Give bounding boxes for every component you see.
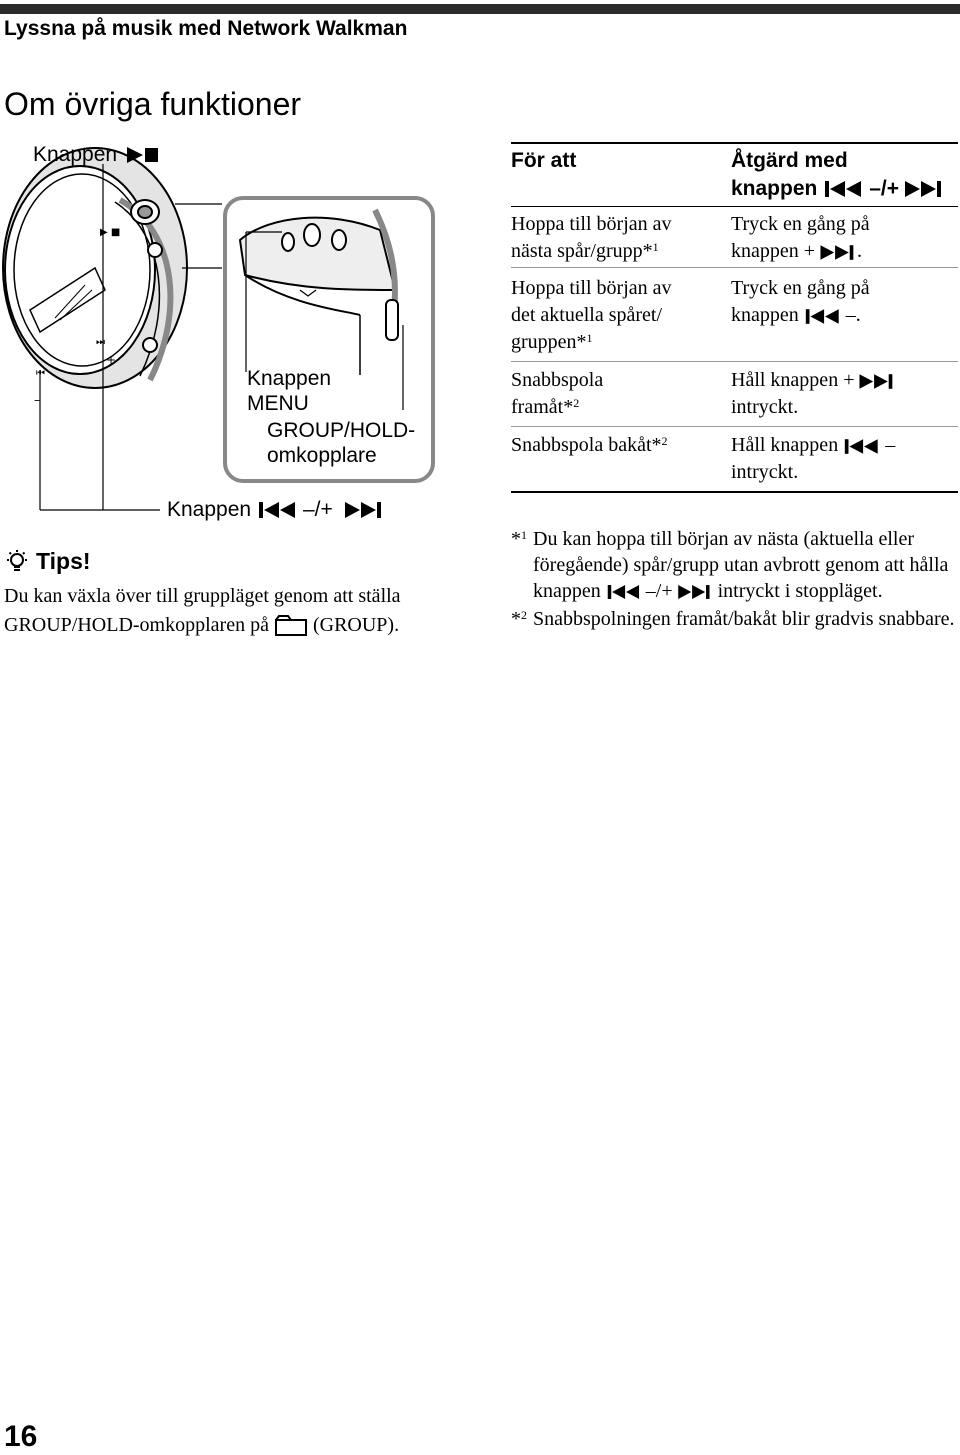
plus-sign: +	[106, 353, 117, 367]
minus-sign: –	[34, 393, 40, 407]
folder-icon	[274, 615, 308, 637]
tips-heading: Tips!	[4, 548, 91, 575]
row-divider	[511, 361, 958, 362]
table-cell-method: Håll knappen – intryckt.	[731, 434, 896, 483]
footnote-1: *$^1$ Du kan hoppa till början av nästa (aktuella eller föregående) spår/grupp utan avbrott genom att hålla knappen –/+ intryckt i stoppläget.	[511, 528, 949, 602]
svg-text:⏮: ⏮	[36, 368, 45, 379]
group-hold-switch-label: GROUP/HOLD- omkopplare	[267, 419, 416, 467]
lightbulb-icon	[4, 549, 30, 575]
next-track-icon	[673, 584, 713, 600]
device-illustration	[0, 140, 480, 540]
column-header-method: Åtgärd med knappen –/+	[731, 147, 945, 203]
next-track-icon	[339, 501, 385, 519]
table-cell-method: Tryck en gång på knappen + .	[731, 213, 870, 262]
page-number: 16	[4, 1420, 38, 1453]
row-divider	[511, 426, 958, 427]
table-row: Hoppa till början av nästa spår/grupp*$^1$	[511, 213, 672, 262]
next-track-icon	[854, 373, 896, 390]
page-heading: Om övriga funktioner	[4, 86, 302, 122]
table-header-rule	[511, 206, 958, 207]
previous-track-icon	[823, 180, 869, 198]
svg-text:⏭: ⏭	[96, 337, 105, 348]
table-cell-method: Håll knappen + intryckt.	[731, 367, 896, 421]
previous-track-icon	[257, 501, 303, 519]
next-track-icon	[899, 180, 945, 198]
svg-text:▶ ■: ▶ ■	[100, 227, 121, 238]
previous-track-icon	[843, 438, 885, 455]
table-row: Snabbspola bakåt*$^2$	[511, 434, 668, 456]
play-stop-icon	[123, 146, 175, 164]
next-track-icon	[815, 244, 857, 261]
row-divider	[511, 267, 958, 268]
table-top-rule	[511, 142, 958, 144]
skip-button-label: Knappen –/+	[167, 497, 385, 522]
table-bottom-rule	[511, 491, 958, 493]
footnotes	[511, 526, 959, 632]
function-table	[511, 142, 958, 494]
play-stop-button-label: Knappen	[33, 142, 175, 167]
column-header-action: För att	[511, 149, 577, 172]
menu-button-label: Knappen MENU	[247, 367, 332, 415]
table-row: Snabbspola framåt*$^2$	[511, 369, 604, 418]
table-cell-method: Tryck en gång på knappen –.	[731, 277, 870, 326]
top-rule	[0, 4, 960, 14]
previous-track-icon	[804, 308, 846, 325]
table-row: Hoppa till början av det aktuella spåret/ gruppen*$^1$	[511, 277, 672, 353]
section-title: Lyssna på musik med Network Walkman	[4, 17, 408, 40]
footnote-2: *$^2$ Snabbspolningen framåt/bakåt blir gradvis snabbare.	[511, 608, 955, 630]
previous-track-icon	[606, 584, 646, 600]
tips-text: Du kan växla över till gruppläget genom att ställa GROUP/HOLD-omkopplaren på (GROUP).	[4, 585, 401, 636]
